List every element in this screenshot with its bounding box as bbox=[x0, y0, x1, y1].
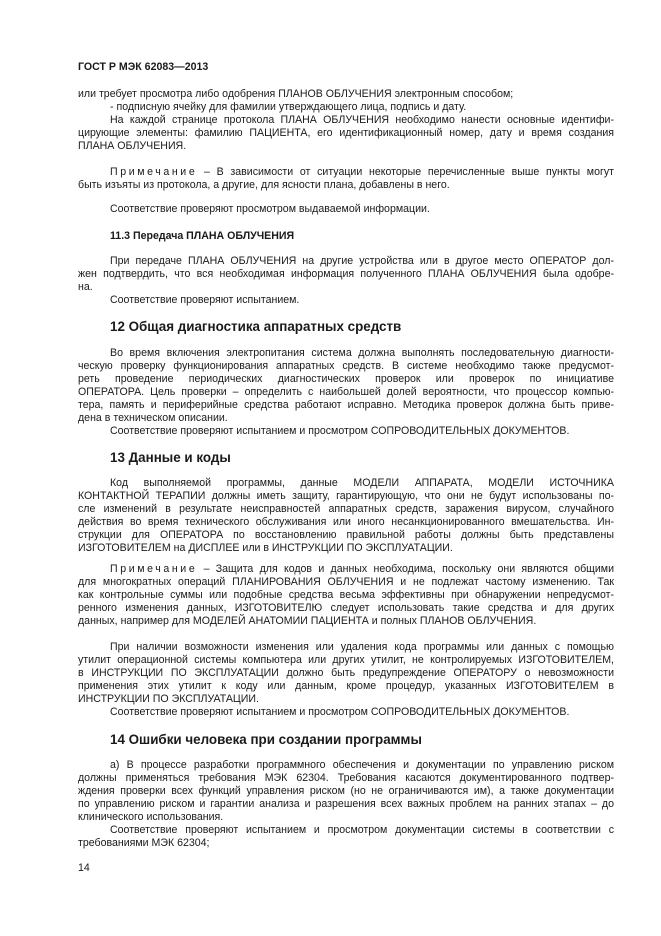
text-line: цирующие элементы: фамилию ПАЦИЕНТА, его идентификационный номер, дату и время создания bbox=[78, 127, 614, 139]
text-line: ПЛАНА ОБЛУЧЕНИЯ. bbox=[78, 140, 187, 152]
paragraph bbox=[78, 255, 614, 294]
text-line: ренного изменения данных, ИЗГОТОВИТЕЛЮ следует использовать такие средства и для других bbox=[78, 602, 614, 614]
text-line: по управлению риском и гарантии анализа и разрешения всех важных проблем на ранних этапах – до bbox=[78, 798, 614, 810]
text-line: сле изменений в результате неисправностей аппаратных средств, заражения вирусом, случайного bbox=[78, 503, 614, 515]
text-line: дена в техническом описании. bbox=[78, 412, 228, 424]
note-text: – Защита для кодов и данных необходима, поскольку они являются общими bbox=[203, 563, 615, 575]
note bbox=[78, 166, 614, 192]
text-line: а) В процессе разработки программного обеспечения и документации по управлению риском bbox=[110, 759, 614, 771]
text-line: быть изъяты из протокола, а другие, для ясности плана, добавлены в него. bbox=[78, 179, 450, 191]
text-line: жен подтвердить, что вся необходимая информация полученного ПЛАНА ОБЛУЧЕНИЯ была одобре- bbox=[78, 268, 614, 280]
note-text: – В зависимости от ситуации некоторые перечисленные выше пункты могут bbox=[204, 166, 614, 178]
text-line: КОНТАКТНОЙ ТЕРАПИИ должны иметь защиту, гарантирующую, что они не будут использованы по- bbox=[78, 490, 614, 502]
text-line: ИЗГОТОВИТЕЛЕМ на ДИСПЛЕЕ или в ИНСТРУКЦИИ ПО ЭКСПЛУАТАЦИИ. bbox=[78, 542, 453, 554]
text-line: - подписную ячейку для фамилии утверждающего лица, подпись и дату. bbox=[110, 101, 467, 113]
paragraph bbox=[78, 477, 614, 555]
text-line: для многократных операций ПЛАНИРОВАНИЯ ОБЛУЧЕНИЯ и не подлежат частому изменению. Так bbox=[78, 576, 614, 588]
note-label: Примечание bbox=[110, 563, 198, 575]
text-line: Во время включения электропитания система должна выполнять последовательную диагности- bbox=[110, 347, 614, 359]
document-header: ГОСТ Р МЭК 62083—2013 bbox=[78, 61, 209, 73]
paragraph bbox=[78, 114, 614, 153]
text-line: ческую проверку функционирования аппаратных средств. В системе необходимо также предусмот- bbox=[78, 360, 614, 372]
text-line: Соответствие проверяют испытанием и просмотром СОПРОВОДИТЕЛЬНЫХ ДОКУМЕНТОВ. bbox=[110, 706, 570, 718]
text-line bbox=[78, 563, 614, 576]
paragraph bbox=[78, 88, 614, 101]
text-line: При передаче ПЛАНА ОБЛУЧЕНИЯ на другие устройства или в другое место ОПЕРАТОР дол- bbox=[110, 255, 614, 267]
page-number: 14 bbox=[78, 862, 90, 874]
text-line: на. bbox=[78, 281, 93, 293]
text-line: данных, например для МОДЕЛЕЙ АНАТОМИИ ПАЦИЕНТА и полных ПЛАНОВ ОБЛУЧЕНИЯ. bbox=[78, 615, 537, 627]
paragraph bbox=[78, 347, 614, 425]
text-line: Соответствие проверяют испытанием. bbox=[110, 294, 300, 306]
text-line: реть проведение периодических диагностических проверок или проверок по инициативе bbox=[78, 373, 614, 385]
section-heading-13: 13 Данные и коды bbox=[110, 450, 231, 465]
text-line: действия во время технического обслуживания или иного несанкционированного вмешательства. Ин- bbox=[78, 516, 614, 528]
paragraph bbox=[78, 706, 614, 719]
text-line: должны применяться требования МЭК 62304. Требования касаются документированного подтвер- bbox=[78, 772, 614, 784]
paragraph bbox=[78, 759, 614, 824]
text-line: Код выполняемой программы, данные МОДЕЛИ АППАРАТА, МОДЕЛИ ИСТОЧНИКА bbox=[110, 477, 614, 489]
text-line: На каждой странице протокола ПЛАНА ОБЛУЧЕНИЯ необходимо нанести основные идентифи- bbox=[110, 114, 614, 126]
text-line: клинического использования. bbox=[78, 811, 224, 823]
text-line: При наличии возможности изменения или удаления кода программы или данных с помощью bbox=[110, 641, 614, 653]
text-line bbox=[78, 166, 614, 179]
section-heading-11-3: 11.3 Передача ПЛАНА ОБЛУЧЕНИЯ bbox=[110, 230, 295, 242]
text-line: утилит операционной системы компьютера или других утилит, не контролируемых ИЗГОТОВИТЕЛЕМ, bbox=[78, 654, 614, 666]
text-line: тера, память и периферийные средства работают исправно. Методика проверок должна быть приве- bbox=[78, 399, 614, 411]
paragraph bbox=[78, 294, 614, 307]
paragraph bbox=[78, 641, 614, 706]
text-line: ждения проверки всех функций управления риском (но не ограничиваются им), а также документации bbox=[78, 785, 614, 797]
paragraph bbox=[78, 824, 614, 850]
text-line: Соответствие проверяют просмотром выдаваемой информации. bbox=[110, 203, 430, 215]
section-heading-14: 14 Ошибки человека при создании программы bbox=[110, 732, 422, 747]
paragraph bbox=[78, 425, 614, 438]
text-line: Соответствие проверяют испытанием и просмотром документации системы в соответствии с bbox=[110, 824, 614, 836]
text-line: в ИНСТРУКЦИИ ПО ЭКСПЛУАТАЦИИ должно быть предупреждение ОПЕРАТОРУ о невозможности bbox=[78, 667, 614, 679]
section-heading-12: 12 Общая диагностика аппаратных средств bbox=[110, 319, 402, 334]
text-line: ОПЕРАТОРА. Цель проверки – определить с наибольшей долей вероятности, что процессор компью- bbox=[78, 386, 614, 398]
text-line: ИНСТРУКЦИИ ПО ЭКСПЛУАТАЦИИ. bbox=[78, 693, 259, 705]
note bbox=[78, 563, 614, 628]
text-line: или требует просмотра либо одобрения ПЛАНОВ ОБЛУЧЕНИЯ электронным способом; bbox=[78, 88, 514, 100]
text-line: струкции для ОПЕРАТОРА по восстановлению правильной работы должны быть представлены bbox=[78, 529, 614, 541]
note-label: Примечание bbox=[110, 166, 198, 178]
paragraph bbox=[78, 203, 614, 216]
text-line: применения этих утилит к коду или данным, кроме процедур, указанных ИЗГОТОВИТЕЛЕМ в bbox=[78, 680, 614, 692]
text-line: Соответствие проверяют испытанием и просмотром СОПРОВОДИТЕЛЬНЫХ ДОКУМЕНТОВ. bbox=[110, 425, 570, 437]
text-line: требованиями МЭК 62304; bbox=[78, 837, 210, 849]
text-line: как контрольные суммы или подобные средства весьма эффективны при обнаружении непредусмот- bbox=[78, 589, 614, 601]
list-item bbox=[78, 101, 614, 114]
